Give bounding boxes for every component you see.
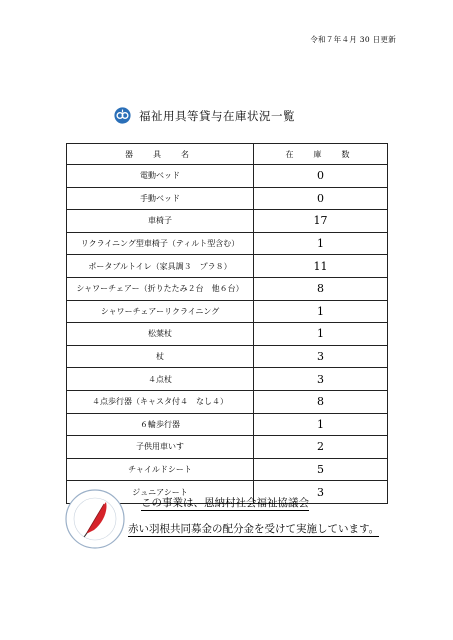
funding-notice-line-1 bbox=[141, 495, 309, 510]
item-qty: 5 bbox=[254, 458, 388, 481]
item-name: シャワーチェアーリクライニング bbox=[67, 300, 254, 323]
item-qty: 2 bbox=[254, 436, 388, 459]
item-qty: 17 bbox=[254, 210, 388, 233]
table-row bbox=[67, 232, 388, 255]
item-qty: 3 bbox=[254, 345, 388, 368]
item-qty: 8 bbox=[254, 277, 388, 300]
table-row bbox=[67, 413, 388, 436]
funding-notice-line-2 bbox=[128, 521, 379, 536]
item-name: 松葉杖 bbox=[67, 323, 254, 346]
item-name: 電動ベッド bbox=[67, 165, 254, 188]
page-title: 福祉用具等貸与在庫状況一覧 bbox=[139, 108, 295, 123]
item-name: ４点杖 bbox=[67, 368, 254, 391]
item-name: ジュニアシート bbox=[67, 481, 254, 504]
item-name: 車椅子 bbox=[67, 210, 254, 233]
item-qty: 8 bbox=[254, 390, 388, 413]
item-name: ４点歩行器（キャスタ付４ なし４） bbox=[67, 390, 254, 413]
table-row bbox=[67, 255, 388, 278]
inventory-table bbox=[66, 143, 388, 504]
table-header-row bbox=[67, 144, 388, 165]
item-qty: 3 bbox=[254, 368, 388, 391]
table-row bbox=[67, 436, 388, 459]
item-qty: 0 bbox=[254, 187, 388, 210]
table-row bbox=[67, 458, 388, 481]
column-header-name: 器 具 名 bbox=[67, 144, 254, 165]
title-row bbox=[114, 107, 295, 124]
item-name: ６輪歩行器 bbox=[67, 413, 254, 436]
item-name: リクライニング型車椅子（ティルト型含む） bbox=[67, 232, 254, 255]
item-name: 子供用車いす bbox=[67, 436, 254, 459]
update-date: 令和７年４月 30 日更新 bbox=[310, 35, 396, 44]
item-qty: 1 bbox=[254, 232, 388, 255]
table-row bbox=[67, 300, 388, 323]
item-name: ポータブルトイレ（家具調３ プラ８） bbox=[67, 255, 254, 278]
table-row bbox=[67, 187, 388, 210]
item-name: 杖 bbox=[67, 345, 254, 368]
table-row bbox=[67, 165, 388, 188]
item-name: 手動ベッド bbox=[67, 187, 254, 210]
item-qty: 1 bbox=[254, 413, 388, 436]
item-qty: 1 bbox=[254, 323, 388, 346]
item-qty: 11 bbox=[254, 255, 388, 278]
item-qty: 3 bbox=[254, 481, 388, 504]
table-row bbox=[67, 210, 388, 233]
red-feather-emblem-icon bbox=[64, 488, 126, 550]
item-name: チャイルドシート bbox=[67, 458, 254, 481]
notice-text-1: この事業は、恩納村社会福祉協議会 bbox=[141, 497, 309, 509]
table-row bbox=[67, 345, 388, 368]
notice-text-2: 赤い羽根共同募金の配分金を受けて実施しています。 bbox=[128, 523, 380, 535]
item-name: シャワーチェアー（折りたたみ２台 他６台） bbox=[67, 277, 254, 300]
column-header-qty: 在 庫 数 bbox=[254, 144, 388, 165]
item-qty: 1 bbox=[254, 300, 388, 323]
table-row bbox=[67, 323, 388, 346]
council-logo-icon bbox=[114, 107, 131, 124]
table-row bbox=[67, 277, 388, 300]
table-row bbox=[67, 390, 388, 413]
item-qty: 0 bbox=[254, 165, 388, 188]
table-row bbox=[67, 368, 388, 391]
